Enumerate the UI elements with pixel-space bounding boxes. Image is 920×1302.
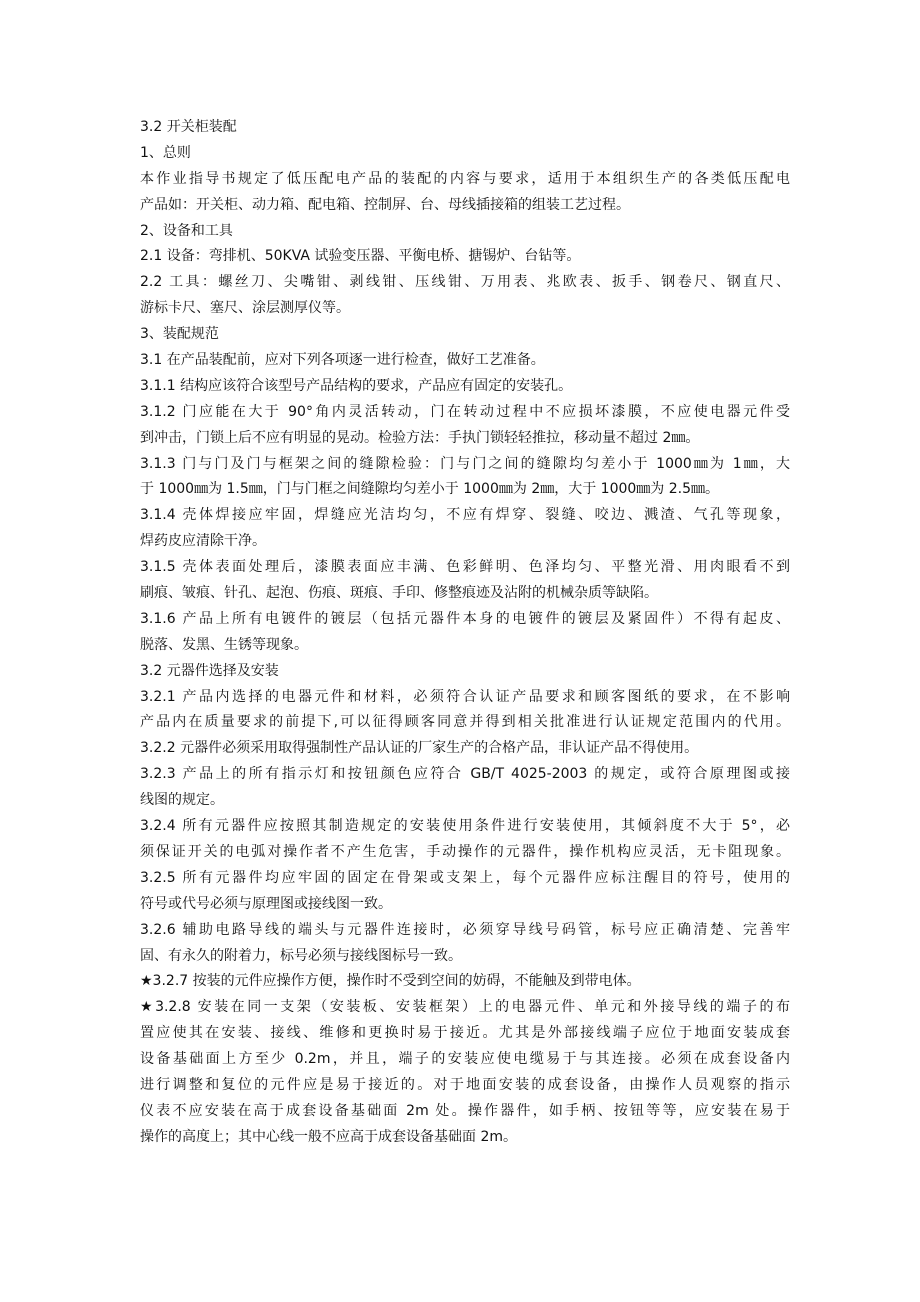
text-line: 3.1.5 壳体表面处理后，漆膜表面应丰满、色彩鲜明、色泽均匀、平整光滑、用肉眼看不到 bbox=[140, 559, 790, 576]
text-line: 固、有永久的附着力，标号必须与接线图标号一致。 bbox=[140, 947, 462, 964]
text-line: 3.2.1 产品内选择的电器元件和材料，必须符合认证产品要求和顾客图纸的要求，在不影响 bbox=[140, 688, 790, 705]
text-line: 3.2.2 元器件必须采用取得强制性产品认证的厂家生产的合格产品，非认证产品不得使用。 bbox=[140, 740, 699, 757]
text-line: 线图的规定。 bbox=[140, 792, 224, 809]
text-line: 3、装配规范 bbox=[140, 326, 219, 343]
text-line: 须保证开关的电弧对操作者不产生危害，手动操作的元器件，操作机构应灵活，无卡阻现象。 bbox=[140, 843, 790, 860]
text-line: 3.2.6 辅助电路导线的端头与元器件连接时，必须穿导线号码管，标号应正确清楚、完善牢 bbox=[140, 921, 790, 938]
text-line: 3.1 在产品装配前，应对下列各项逐一进行检查，做好工艺准备。 bbox=[140, 352, 545, 369]
text-line: 进行调整和复位的元件应是易于接近的。对于地面安装的成套设备，由操作人员观察的指示 bbox=[140, 1076, 790, 1093]
text-line: 置应使其在安装、接线、维修和更换时易于接近。尤其是外部接线端子应位于地面安装成套 bbox=[140, 1025, 790, 1042]
text-line: 游标卡尺、塞尺、涂层测厚仪等。 bbox=[140, 300, 350, 317]
text-line: 2.2 工具：螺丝刀、尖嘴钳、剥线钳、压线钳、万用表、兆欧表、扳手、钢卷尺、钢直尺、 bbox=[140, 274, 790, 291]
text-line: 3.1.3 门与门及门与框架之间的缝隙检验：门与门之间的缝隙均匀差小于 1000㎜为 1㎜，大 bbox=[140, 455, 790, 472]
text-line: 3.1.1 结构应该符合该型号产品结构的要求，产品应有固定的安装孔。 bbox=[140, 377, 573, 394]
text-line: 操作的高度上；其中心线一般不应高于成套设备基础面 2m。 bbox=[140, 1128, 517, 1145]
text-line: ★3.2.8 安装在同一支架（安装板、安装框架）上的电器元件、单元和外接导线的端子的布 bbox=[140, 999, 790, 1016]
text-line: 焊药皮应清除干净。 bbox=[140, 533, 266, 550]
text-line: 3.2 开关柜装配 bbox=[140, 119, 237, 135]
text-line: 3.1.6 产品上所有电镀件的镀层（包括元器件本身的电镀件的镀层及紧固件）不得有起皮、 bbox=[140, 610, 790, 627]
text-line: 3.2 元器件选择及安装 bbox=[140, 662, 279, 679]
text-line: 3.1.4 壳体焊接应牢固，焊缝应光洁均匀，不应有焊穿、裂缝、咬边、溅渣、气孔等现象， bbox=[140, 507, 790, 524]
text-line: 刷痕、皱痕、针孔、起泡、伤痕、斑痕、手印、修整痕迹及沾附的机械杂质等缺陷。 bbox=[140, 585, 658, 602]
text-line: 产品内在质量要求的前提下,可以征得顾客同意并得到相关批准进行认证规定范围内的代用。 bbox=[140, 714, 790, 731]
text-line: 符号或代号必须与原理图或接线图一致。 bbox=[140, 895, 392, 912]
text-line: 2、设备和工具 bbox=[140, 222, 233, 239]
text-line: 到冲击，门锁上后不应有明显的晃动。检验方法：手执门锁轻轻推拉，移动量不超过 2㎜。 bbox=[140, 429, 700, 446]
text-line: 3.2.4 所有元器件应按照其制造规定的安装使用条件进行安装使用，其倾斜度不大于 5°，必 bbox=[140, 818, 790, 835]
text-line: ★3.2.7 按装的元件应操作方便，操作时不受到空间的妨碍，不能触及到带电体。 bbox=[140, 973, 641, 990]
text-line: 3.2.5 所有元器件均应牢固的固定在骨架或支架上，每个元器件应标注醒目的符号，使用的 bbox=[140, 869, 790, 886]
text-line: 2.1 设备：弯排机、50KVA 试验变压器、平衡电桥、搪锡炉、台钻等。 bbox=[140, 248, 581, 265]
text-line: 产品如：开关柜、动力箱、配电箱、控制屏、台、母线插接箱的组装工艺过程。 bbox=[140, 196, 630, 213]
text-line: 3.2.3 产品上的所有指示灯和按钮颜色应符合 GB/T 4025-2003 的规定，或符合原理图或接 bbox=[140, 766, 790, 783]
document-body bbox=[140, 115, 790, 1151]
text-line: 于 1000㎜为 1.5㎜，门与门框之间缝隙均匀差小于 1000㎜为 2㎜，大于 1000㎜为 2.5㎜。 bbox=[140, 481, 720, 498]
text-line: 1、总则 bbox=[140, 144, 191, 161]
text-line: 3.1.2 门应能在大于 90°角内灵活转动，门在转动过程中不应损坏漆膜，不应使电器元件受 bbox=[140, 403, 790, 420]
text-line: 仪表不应安装在高于成套设备基础面 2m 处。操作器件，如手柄、按钮等等，应安装在易于 bbox=[140, 1102, 790, 1119]
text-line: 脱落、发黑、生锈等现象。 bbox=[140, 636, 308, 653]
text-line: 本作业指导书规定了低压配电产品的装配的内容与要求，适用于本组织生产的各类低压配电 bbox=[140, 170, 790, 187]
text-line: 设备基础面上方至少 0.2m，并且，端子的安装应使电缆易于与其连接。必须在成套设备内 bbox=[140, 1051, 790, 1068]
